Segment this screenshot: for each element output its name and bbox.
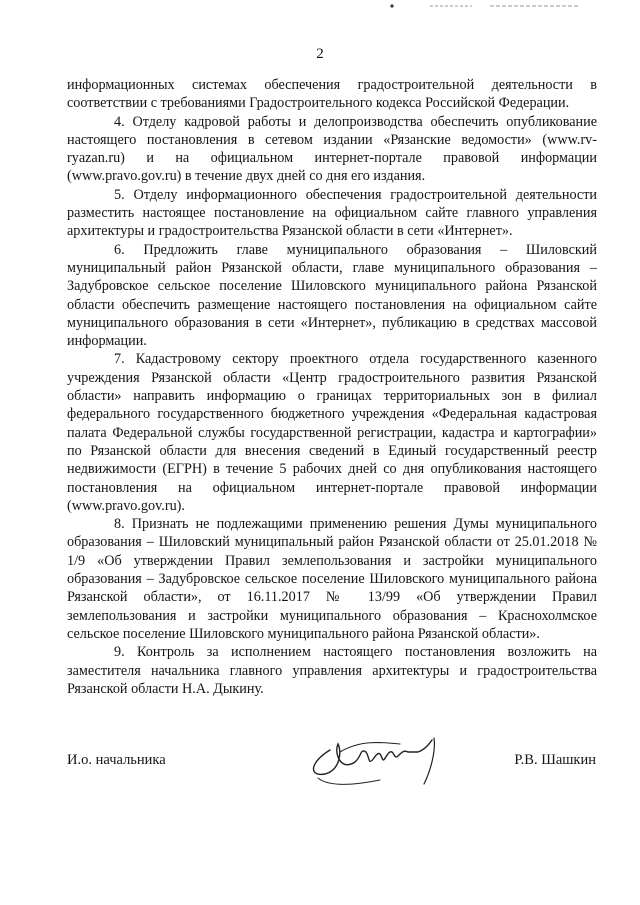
page-number: 2 — [316, 46, 324, 62]
paragraph-item-8: 8. Признать не подлежащими применению решения Думы муниципального образования – Шиловский муниципальный район Рязанской области от 25.01.2018 № 1/9 «Об утверждении Правил землепользования и застройки муниципального образования – Задубровское сельское поселение Шиловского муниципального района Рязанской области», от 16.11.2017 № 13/99 «Об утверждении Правил землепользования и застройки муниципального образования – Краснохолмское сельское поселение Шиловского муниципального района Рязанской области». — [67, 516, 597, 642]
signer-name: Р.В. Шашкин — [514, 752, 596, 768]
paragraph-item-6: 6. Предложить главе муниципального образования – Шиловский муниципальный район Рязанской области, главе муниципального образования – Задубровское сельское поселение Шиловского муниципального района Рязанской области обеспечить размещение настоящего постановления на официальном сайте муниципального образования в сети «Интернет», публикацию в средствах массовой информации. — [67, 241, 597, 350]
paragraph-item-4: 4. Отделу кадровой работы и делопроизводства обеспечить опубликование настоящего постановления в сетевом издании «Рязанские ведомости» (www.rv-ryazan.ru) и на официальном интернет-портале правовой информации (www.pravo.gov.ru) в течение двух дней со дня его издания. — [67, 113, 597, 185]
paragraph-item-7: 7. Кадастровому сектору проектного отдела государственного казенного учреждения Рязанской области «Центр градостроительного развития Рязанской области» направить информацию о границах территориальных зон в филиал федерального государственного бюджетного учреждения «Федеральная кадастровая палата Федеральной службы государственной регистрации, кадастра и картографии» по Рязанской области для внесения сведений в Единый государственный реестр недвижимости (ЕГРН) в течение 5 рабочих дней со дня опубликования настоящего постановления на официальном интернет-портале правовой информации (www.pravo.gov.ru). — [67, 351, 597, 514]
document-body — [67, 76, 597, 698]
scan-artifact-marks — [380, 0, 600, 12]
paragraph-item-9: 9. Контроль за исполнением настоящего постановления возложить на заместителя начальника главного управления архитектуры и градостроительства Рязанской области Н.А. Дыкину. — [67, 644, 597, 697]
signer-position: И.о. начальника — [67, 752, 166, 768]
paragraph-continuation: информационных системах обеспечения градостроительной деятельности в соответствии с требованиями Градостроительного кодекса Российской Федерации. — [67, 77, 597, 112]
paragraph-item-5: 5. Отделу информационного обеспечения градостроительной деятельности разместить настоящее постановление на официальном сайте главного управления архитектуры и градостроительства Рязанской области в сети «Интернет». — [67, 186, 597, 240]
handwritten-signature — [300, 722, 470, 792]
